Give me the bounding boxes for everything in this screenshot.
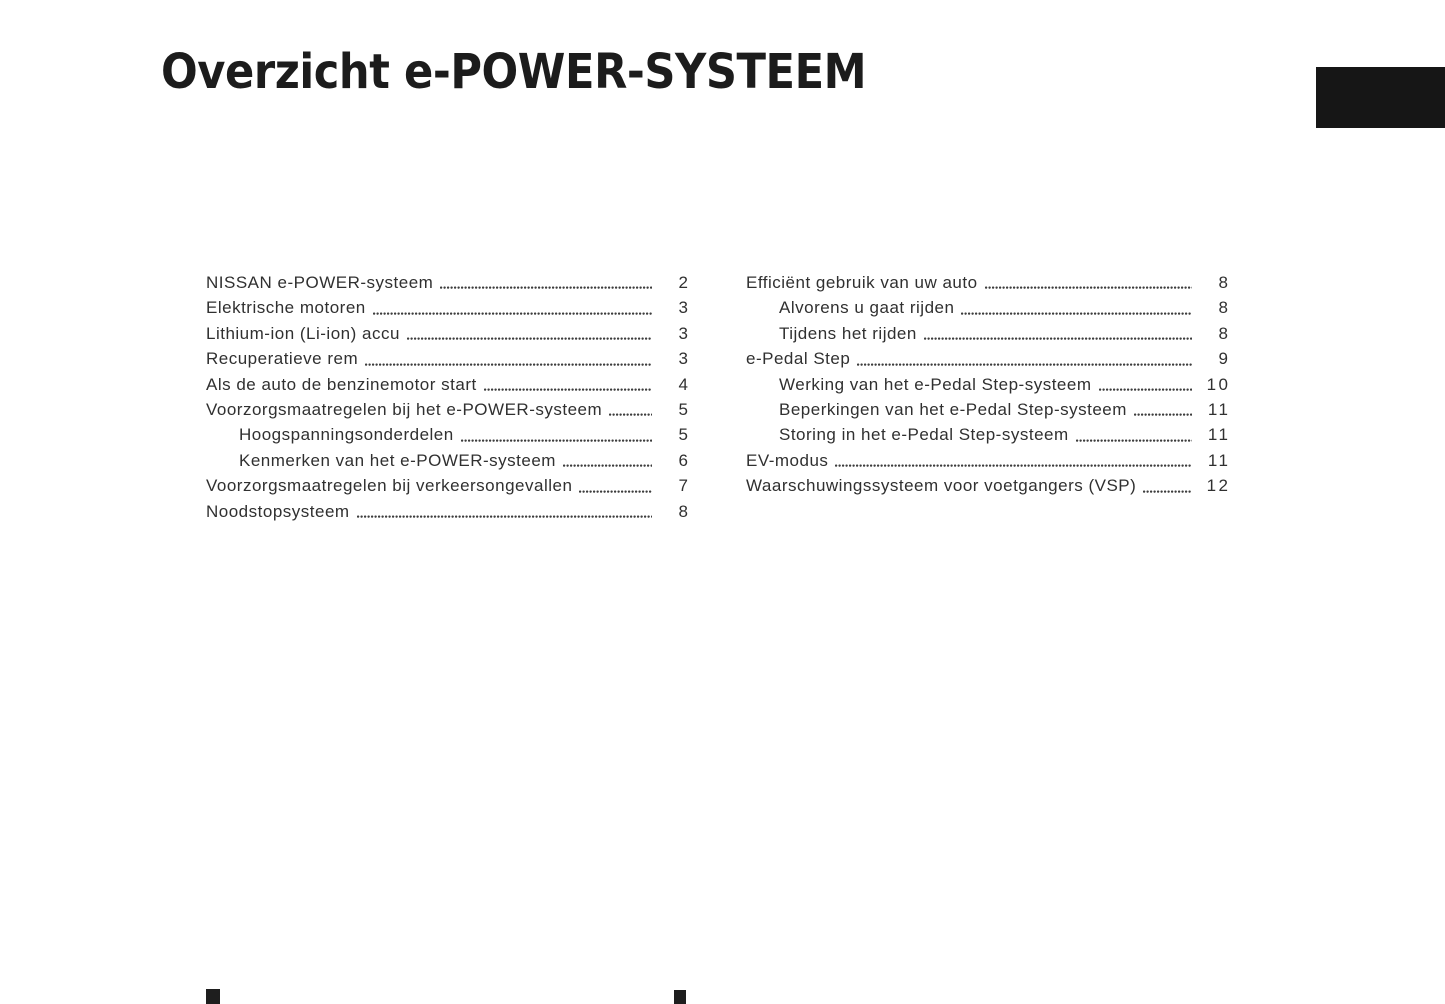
toc-column-right xyxy=(746,270,1231,499)
toc-entry-page: 5 xyxy=(678,399,691,419)
toc-entry-label: Noodstopsysteem xyxy=(206,501,350,521)
toc-entry-label: EV-modus xyxy=(746,450,829,470)
dot-leader xyxy=(961,312,1191,315)
toc-entry[interactable] xyxy=(746,473,1231,498)
toc-entry-label: Beperkingen van het e-Pedal Step-systeem xyxy=(779,399,1127,419)
toc-entry-label: Lithium-ion (Li-ion) accu xyxy=(206,323,400,343)
dot-leader xyxy=(985,286,1192,289)
print-registration-mark xyxy=(674,990,686,1004)
toc-column-left xyxy=(206,270,691,524)
toc-entry[interactable] xyxy=(206,270,691,295)
toc-entry-page: 5 xyxy=(678,425,691,445)
dot-leader xyxy=(373,312,652,315)
toc-entry[interactable] xyxy=(206,295,691,320)
dot-leader xyxy=(484,388,652,391)
toc-entry-page: 2 xyxy=(678,272,691,292)
toc-entry-page: 11 xyxy=(1207,425,1231,445)
toc-entry-label: e-Pedal Step xyxy=(746,349,851,369)
toc-entry[interactable] xyxy=(746,372,1231,397)
toc-entry-page: 12 xyxy=(1206,476,1231,496)
toc-entry[interactable] xyxy=(206,448,691,473)
toc-entry-label: Als de auto de benzinemotor start xyxy=(206,374,477,394)
toc-entry-label: Voorzorgsmaatregelen bij verkeersongevallen xyxy=(206,476,573,496)
toc-entry-page: 6 xyxy=(678,450,691,470)
print-registration-mark xyxy=(206,989,220,1004)
toc-entry[interactable] xyxy=(206,397,691,422)
dot-leader xyxy=(835,464,1191,467)
toc-entry-page: 10 xyxy=(1206,374,1231,394)
chapter-tab-marker xyxy=(1316,67,1445,128)
toc-entry-page: 9 xyxy=(1218,349,1231,369)
toc-entry[interactable] xyxy=(206,372,691,397)
dot-leader xyxy=(579,490,651,493)
toc-entry[interactable] xyxy=(746,321,1231,346)
dot-leader xyxy=(365,363,651,366)
toc-entry-page: 11 xyxy=(1207,450,1231,470)
dot-leader xyxy=(857,363,1191,366)
toc-entry-label: Efficiënt gebruik van uw auto xyxy=(746,272,978,292)
toc-entry-page: 11 xyxy=(1207,399,1231,419)
toc-entry-page: 8 xyxy=(1218,323,1231,343)
toc-entry-page: 3 xyxy=(678,323,691,343)
toc-entry-page: 8 xyxy=(678,501,691,521)
dot-leader xyxy=(609,413,651,416)
toc-entry[interactable] xyxy=(746,448,1231,473)
dot-leader xyxy=(563,464,652,467)
dot-leader xyxy=(407,337,652,340)
dot-leader xyxy=(440,286,651,289)
dot-leader xyxy=(1134,413,1192,416)
toc-entry[interactable] xyxy=(746,397,1231,422)
toc-entry-page: 4 xyxy=(678,374,691,394)
toc-entry[interactable] xyxy=(206,346,691,371)
toc-entry-label: Tijdens het rijden xyxy=(779,323,917,343)
toc-entry[interactable] xyxy=(746,422,1231,447)
toc-entry[interactable] xyxy=(746,270,1231,295)
toc-entry-page: 7 xyxy=(678,476,691,496)
toc-entry-label: Elektrische motoren xyxy=(206,298,366,318)
toc-entry-page: 3 xyxy=(678,349,691,369)
page-title: Overzicht e-POWER-SYSTEEM xyxy=(161,44,867,100)
toc-entry-label: Recuperatieve rem xyxy=(206,349,359,369)
toc-entry[interactable] xyxy=(206,499,691,524)
dot-leader xyxy=(1076,439,1192,442)
toc-entry[interactable] xyxy=(746,295,1231,320)
dot-leader xyxy=(1099,388,1192,391)
dot-leader xyxy=(357,515,652,518)
toc-entry-label: Waarschuwingssysteem voor voetgangers (VSP) xyxy=(746,476,1137,496)
toc-entry-label: Hoogspanningsonderdelen xyxy=(239,425,454,445)
dot-leader xyxy=(461,439,652,442)
dot-leader xyxy=(1143,490,1191,493)
toc-entry-label: Alvorens u gaat rijden xyxy=(779,298,955,318)
toc-entry-page: 8 xyxy=(1218,272,1231,292)
dot-leader xyxy=(924,337,1192,340)
toc-entry-label: NISSAN e-POWER-systeem xyxy=(206,272,434,292)
toc-entry-page: 8 xyxy=(1218,298,1231,318)
toc-entry-page: 3 xyxy=(678,298,691,318)
toc-entry-label: Storing in het e-Pedal Step-systeem xyxy=(779,425,1069,445)
toc-entry[interactable] xyxy=(206,422,691,447)
toc-entry[interactable] xyxy=(206,321,691,346)
toc-entry-label: Kenmerken van het e-POWER-systeem xyxy=(239,450,556,470)
toc-entry-label: Werking van het e-Pedal Step-systeem xyxy=(779,374,1092,394)
toc-entry[interactable] xyxy=(206,473,691,498)
toc-entry-label: Voorzorgsmaatregelen bij het e-POWER-systeem xyxy=(206,399,603,419)
toc-entry[interactable] xyxy=(746,346,1231,371)
